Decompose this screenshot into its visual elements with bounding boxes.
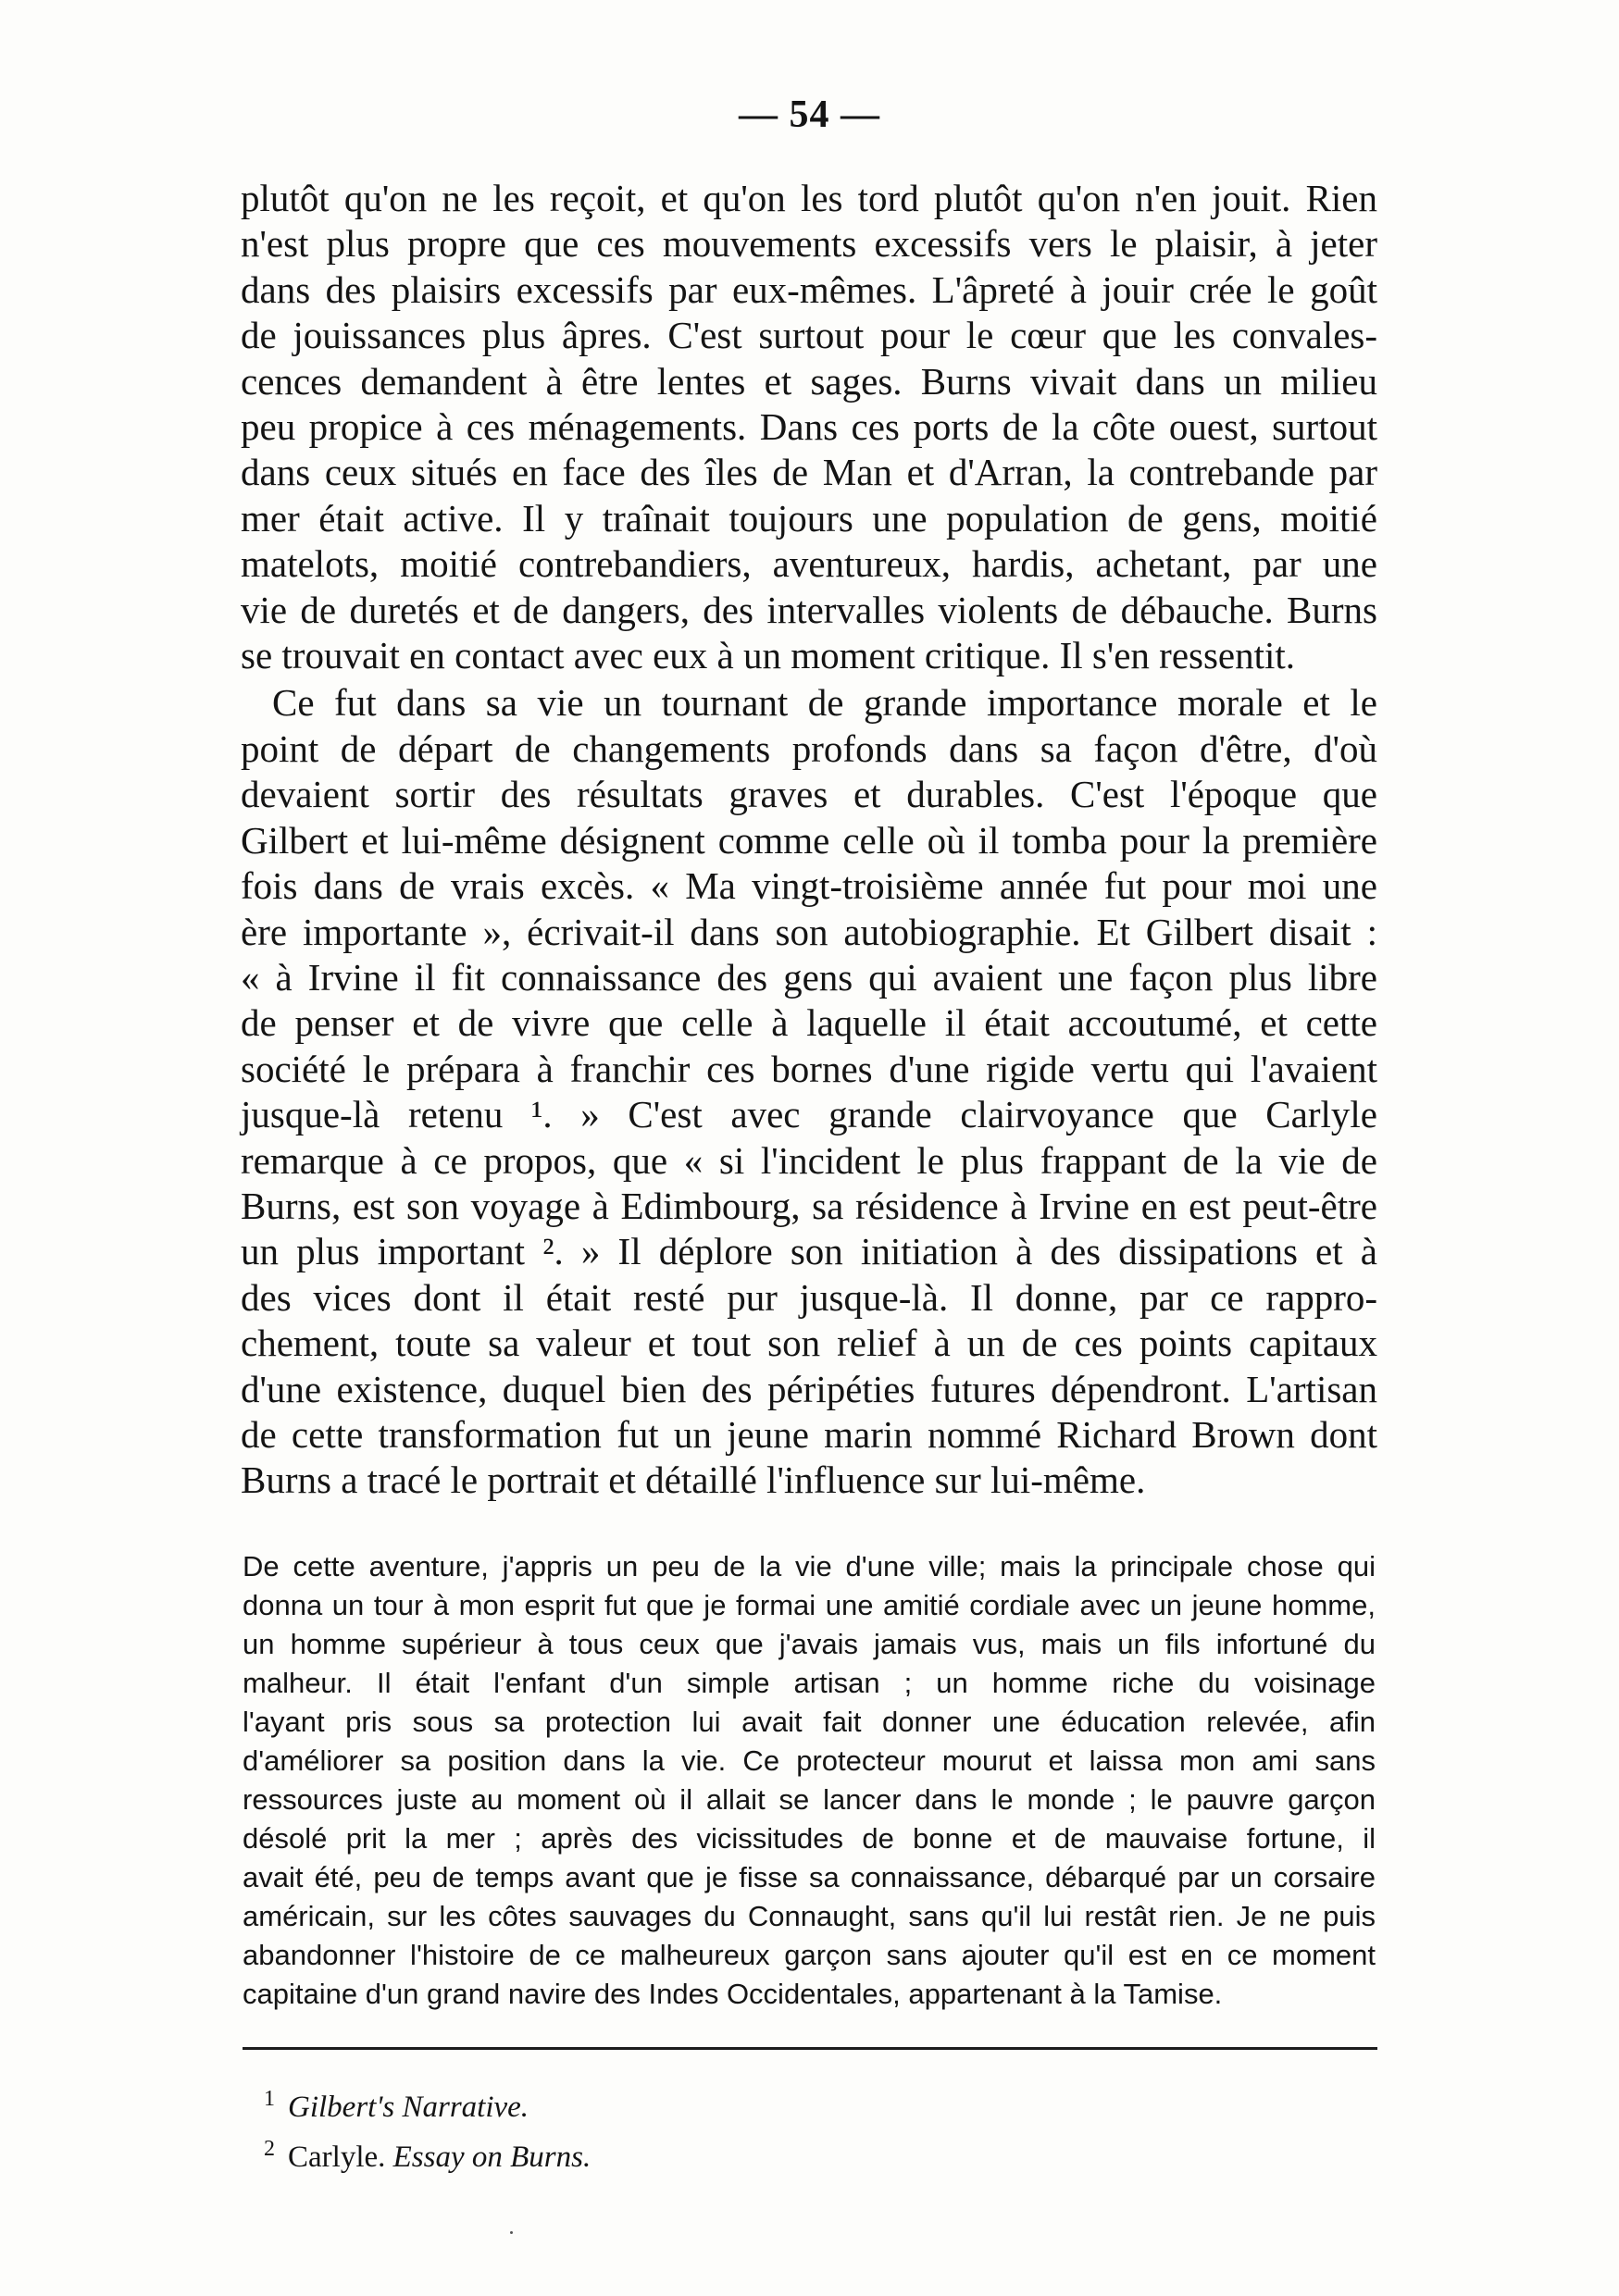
- text-line: de cette transformation fut un jeune marin nommé Richard Brown dont: [241, 1412, 1377, 1456]
- text-line: Burns, est son voyage à Edimbourg, sa résidence à Irvine en est peut-être: [241, 1184, 1377, 1227]
- page-speck: [510, 2231, 513, 2234]
- text-line: Gilbert et lui-même désignent comme celle où il tomba pour la première: [241, 818, 1377, 862]
- text-line: jusque-là retenu ¹. » C'est avec grande clairvoyance que Carlyle: [241, 1093, 1377, 1136]
- text-line: société le prépara à franchir ces bornes d'une rigide vertu qui l'avaient: [241, 1047, 1377, 1090]
- quote-line: ressources juste au moment où il allait se lancer dans le monde ; le pauvre garçon: [243, 1783, 1376, 1816]
- main-text: [241, 176, 1377, 1504]
- text-line: « à Irvine il fit connaissance des gens qui avaient une façon plus libre: [241, 955, 1377, 999]
- quote-line: un homme supérieur à tous ceux que j'avais jamais vus, mais un fils infortuné du: [243, 1628, 1376, 1660]
- footnote-mark: 1: [264, 2087, 275, 2111]
- text-line: point de départ de changements profonds dans sa façon d'être, d'où: [241, 726, 1377, 770]
- footnote-divider: [243, 2047, 1377, 2050]
- text-line: cences demandent à être lentes et sages. Burns vivait dans un milieu: [241, 359, 1377, 403]
- footnote-mark: 2: [264, 2137, 275, 2161]
- footnote-author: Carlyle.: [288, 2141, 393, 2174]
- text-line: mer était active. Il y traînait toujours une population de gens, moitié: [241, 496, 1377, 540]
- text-line: matelots, moitié contrebandiers, aventureux, hardis, achetant, par une: [241, 542, 1377, 586]
- text-line: devaient sortir des résultats graves et durables. C'est l'époque que: [241, 773, 1377, 816]
- text-line: Ce fut dans sa vie un tournant de grande importance morale et le: [272, 681, 1377, 725]
- footnote-title: Gilbert's Narrative.: [288, 2091, 529, 2124]
- text-line: se trouvait en contact avec eux à un moment critique. Il s'en ressentit.: [241, 634, 1296, 677]
- text-line: de jouissances plus âpres. C'est surtout pour le cœur que les convales-: [241, 314, 1377, 357]
- text-line: dans des plaisirs excessifs par eux-mêmes. L'âpreté à jouir crée le goût: [241, 267, 1377, 311]
- text-line: des vices dont il était resté pur jusque-là. Il donne, par ce rappro-: [241, 1275, 1377, 1319]
- text-line: fois dans de vrais excès. « Ma vingt-troisième année fut pour moi une: [241, 864, 1377, 908]
- quote-line: américain, sur les côtes sauvages du Connaught, sans qu'il lui restât rien. Je ne puis: [243, 1900, 1376, 1932]
- text-line: dans ceux situés en face des îles de Man et d'Arran, la contrebande par: [241, 451, 1377, 494]
- quote-line: d'améliorer sa position dans la vie. Ce protecteur mourut et laissa mon ami sans: [243, 1744, 1376, 1777]
- paragraph: [241, 680, 1377, 1503]
- quote-line: malheur. Il était l'enfant d'un simple artisan ; un homme riche du voisinage: [243, 1667, 1376, 1699]
- quote-line: capitaine d'un grand navire des Indes Occidentales, appartenant à la Tamise.: [243, 1978, 1223, 2010]
- text-line: un plus important ². » Il déplore son initiation à des dissipations et à: [241, 1230, 1377, 1273]
- text-line: ère importante », écrivait-il dans son autobiographie. Et Gilbert disait :: [241, 910, 1377, 953]
- page-number: — 54 —: [739, 93, 880, 136]
- quote-line: abandonner l'histoire de ce malheureux garçon sans ajouter qu'il est en ce moment: [243, 1939, 1376, 1971]
- text-line: n'est plus propre que ces mouvements excessifs vers le plaisir, à jeter: [241, 222, 1377, 266]
- block-quote: [243, 1547, 1376, 2014]
- paragraph: [241, 176, 1377, 678]
- footnote: [264, 2128, 591, 2178]
- quote-line: désolé prit la mer ; après des vicissitudes de bonne et de mauvaise fortune, il: [243, 1822, 1376, 1855]
- quote-line: De cette aventure, j'appris un peu de la vie d'une ville; mais la principale chose qui: [243, 1550, 1376, 1582]
- footnote-title: Essay on Burns.: [392, 2141, 592, 2174]
- footnote: [264, 2079, 591, 2128]
- quote-line: donna un tour à mon esprit fut que je formai une amitié cordiale avec un jeune homme,: [243, 1589, 1376, 1621]
- text-line: remarque à ce propos, que « si l'incident le plus frappant de la vie de: [241, 1138, 1377, 1182]
- text-line: de penser et de vivre que celle à laquelle il était accoutumé, et cette: [241, 1001, 1377, 1045]
- text-line: d'une existence, duquel bien des péripéties futures dépendront. L'artisan: [241, 1367, 1377, 1410]
- text-line: peu propice à ces ménagements. Dans ces ports de la côte ouest, surtout: [241, 405, 1377, 449]
- quote-line: l'ayant pris sous sa protection lui avait fait donner une éducation relevée, afin: [243, 1706, 1376, 1738]
- text-line: plutôt qu'on ne les reçoit, et qu'on les tord plutôt qu'on n'en jouit. Rien: [241, 177, 1377, 219]
- text-line: vie de duretés et de dangers, des intervalles violents de débauche. Burns: [241, 588, 1377, 631]
- quote-line: avait été, peu de temps avant que je fisse sa connaissance, débarqué par un corsaire: [243, 1861, 1376, 1893]
- footnotes: [264, 2079, 591, 2178]
- text-line: Burns a tracé le portrait et détaillé l'influence sur lui-même.: [241, 1458, 1146, 1502]
- text-line: chement, toute sa valeur et tout son relief à un de ces points capitaux: [241, 1322, 1377, 1365]
